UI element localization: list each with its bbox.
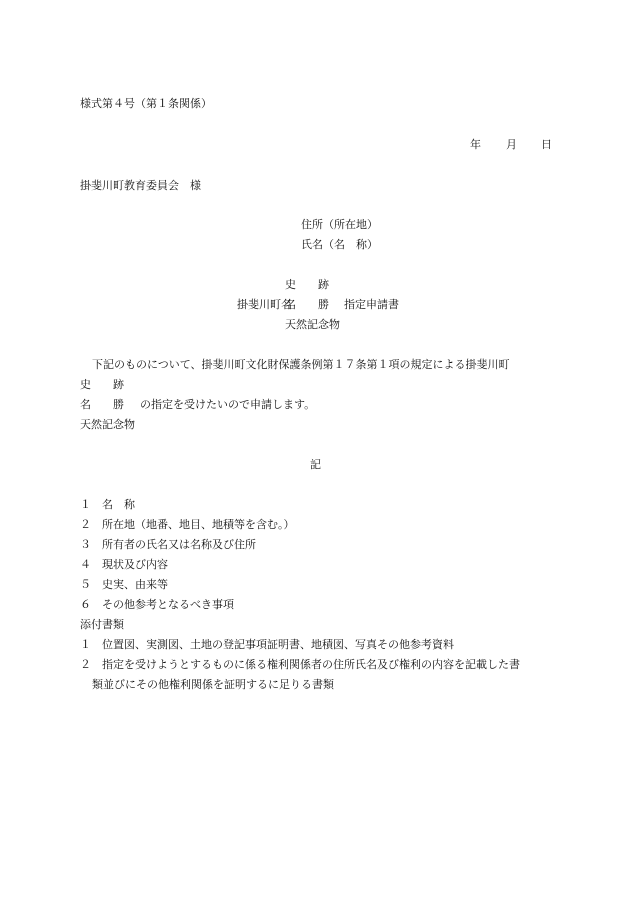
item-number: ５ — [80, 578, 91, 591]
list-item — [80, 598, 234, 612]
attachment-number: １ — [80, 638, 91, 651]
attachment-text: 位置図、実測図、土地の登記事項証明書、地積図、写真その他参考資料 — [102, 638, 454, 651]
attachment-item — [80, 638, 454, 652]
item-text: その他参考となるべき事項 — [102, 598, 234, 611]
list-item — [80, 538, 256, 552]
item-text: 名 称 — [102, 498, 135, 511]
addressee: 掛斐川町教育委員会 様 — [80, 179, 201, 192]
title-prefix: 掛斐川町名 — [237, 298, 292, 311]
body-line-1: 下記のものについて、掛斐川町文化財保護条例第１７条第１項の規定による掛斐川町 — [92, 358, 510, 371]
title-option-shiseki: 史 跡 — [285, 278, 329, 291]
item-text: 史実、由来等 — [102, 578, 168, 591]
item-text: 所有者の氏名又は名称及び住所 — [102, 538, 256, 551]
item-text: 所在地（地番、地目、地積等を含む。） — [102, 518, 295, 531]
list-item — [80, 518, 295, 532]
attachment-continuation: 類並びにその他権利関係を証明するに足りる書類 — [92, 678, 334, 691]
attachment-text: 指定を受けようとするものに係る権利関係者の住所氏名及び権利の内容を記載した書 — [102, 658, 520, 671]
title-option-tennen: 天然記念物 — [285, 318, 340, 331]
date-day: 日 — [541, 138, 552, 151]
body-line-2: の指定を受けたいので申請します。 — [140, 398, 316, 411]
ki-heading: 記 — [310, 458, 321, 471]
date-year: 年 — [470, 138, 481, 151]
name-label: 氏名（名 称） — [301, 238, 378, 251]
item-number: ３ — [80, 538, 91, 551]
body-option-tennen: 天然記念物 — [80, 418, 135, 431]
attachment-number: ２ — [80, 658, 91, 671]
title-option-meisho: 名 勝 — [285, 298, 329, 311]
item-number: １ — [80, 498, 91, 511]
form-number: 様式第４号（第１条関係） — [80, 97, 212, 110]
attachments-heading: 添付書類 — [80, 618, 124, 631]
list-item — [80, 578, 168, 592]
address-label: 住所（所在地） — [301, 218, 378, 231]
body-option-meisho: 名 勝 — [80, 398, 124, 411]
item-number: ２ — [80, 518, 91, 531]
body-option-shiseki: 史 跡 — [80, 378, 124, 391]
attachment-item — [80, 658, 520, 672]
item-text: 現状及び内容 — [102, 558, 168, 571]
title-suffix: 指定申請書 — [344, 298, 399, 311]
item-number: ６ — [80, 598, 91, 611]
list-item — [80, 498, 135, 512]
item-number: ４ — [80, 558, 91, 571]
date-month: 月 — [506, 138, 517, 151]
list-item — [80, 558, 168, 572]
